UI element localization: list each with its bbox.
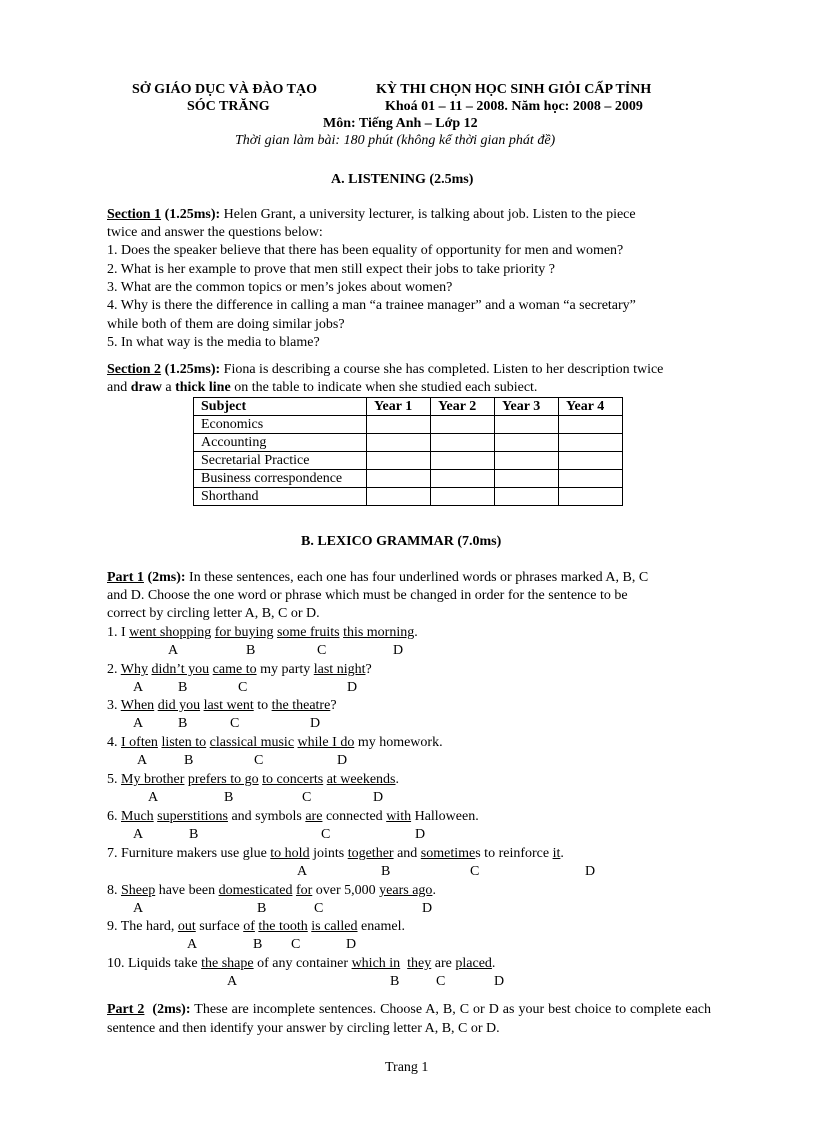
option-letter-b[interactable]: B: [257, 901, 267, 916]
underlined-option: My brother: [121, 772, 185, 787]
table-year-cell[interactable]: [367, 434, 431, 452]
exam-title: KỲ THI CHỌN HỌC SINH GIỎI CẤP TỈNH: [376, 82, 652, 97]
part1-intro: [107, 569, 648, 587]
section2-intro: [107, 361, 663, 379]
option-letter-c[interactable]: C: [238, 680, 248, 695]
part2-intro: [107, 1000, 711, 1038]
table-year-cell[interactable]: [559, 416, 623, 434]
table-year-cell[interactable]: [559, 434, 623, 452]
option-letter-a[interactable]: A: [227, 974, 238, 989]
part1-intro-cont: correct by circling letter A, B, C or D.: [107, 606, 320, 621]
table-year-cell[interactable]: [559, 488, 623, 506]
dept-line2: SÓC TRĂNG: [187, 99, 270, 114]
option-letter-d[interactable]: D: [337, 753, 348, 768]
table-year-cell[interactable]: [495, 416, 559, 434]
underlined-option: came to: [212, 662, 257, 677]
option-letter-a[interactable]: A: [133, 680, 144, 695]
option-letter-c[interactable]: C: [321, 827, 331, 842]
table-row: [194, 416, 623, 434]
option-letter-d[interactable]: D: [393, 643, 404, 658]
underlined-option: Sheep: [121, 883, 156, 898]
section1-question: 4. Why is there the difference in calling a man “a trainee manager” and a woman “a secretary”: [107, 298, 636, 313]
option-letter-b[interactable]: B: [189, 827, 199, 842]
question-6: 6. Much superstitions and symbols are connected with Halloween.: [107, 809, 479, 824]
section1-question: 2. What is her example to prove that men still expect their jobs to take priority ?: [107, 262, 556, 277]
underlined-option: didn’t you: [151, 662, 210, 677]
option-letter-d[interactable]: D: [373, 790, 384, 805]
option-letter-a[interactable]: A: [133, 716, 144, 731]
part2-marks: (2ms):: [152, 1002, 191, 1017]
question-5: 5. My brother prefers to go to concerts at weekends.: [107, 772, 399, 787]
underlined-option: for buying: [214, 625, 274, 640]
section2-label: Section 2: [107, 362, 162, 377]
table-header-subject: Subject: [194, 398, 367, 416]
table-subject-cell: Accounting: [194, 434, 367, 452]
section1-question: while both of them are doing similar jobs?: [107, 317, 345, 332]
table-year-cell[interactable]: [559, 452, 623, 470]
underlined-option: Much: [121, 809, 154, 824]
section2-intro-text: Fiona is describing a course she has completed. Listen to her description twice: [223, 362, 664, 377]
option-letter-b[interactable]: B: [390, 974, 400, 989]
section1-question: 5. In what way is the media to blame?: [107, 335, 320, 350]
underlined-option: of: [243, 919, 255, 934]
underlined-option: at weekends: [326, 772, 396, 787]
underlined-option: it: [552, 846, 561, 861]
part1-label: Part 1: [107, 570, 144, 585]
option-letter-d[interactable]: D: [494, 974, 505, 989]
underlined-option: sometime: [420, 846, 476, 861]
table-year-cell[interactable]: [367, 416, 431, 434]
option-letter-a[interactable]: A: [168, 643, 179, 658]
underlined-option: superstitions: [157, 809, 228, 824]
section1-marks: (1.25ms):: [164, 207, 221, 222]
underlined-option: classical music: [209, 735, 295, 750]
word-thick-line: thick line: [175, 380, 231, 395]
underlined-option: did you: [157, 698, 201, 713]
question-8: 8. Sheep have been domesticated for over 5,000 years ago.: [107, 883, 436, 898]
underlined-option: When: [120, 698, 155, 713]
subject-year-table: [193, 397, 623, 506]
word-a: a: [165, 380, 172, 395]
table-year-cell[interactable]: [495, 434, 559, 452]
table-year-cell[interactable]: [431, 434, 495, 452]
table-header-year: Year 4: [559, 398, 623, 416]
part2-label: Part 2: [107, 1002, 145, 1017]
table-header-year: Year 3: [495, 398, 559, 416]
question-1: 1. I went shopping for buying some fruits this morning.: [107, 625, 418, 640]
option-letter-b[interactable]: B: [381, 864, 391, 879]
table-year-cell[interactable]: [431, 470, 495, 488]
dept-line1: SỞ GIÁO DỤC VÀ ĐÀO TẠO: [132, 82, 318, 97]
option-letter-d[interactable]: D: [422, 901, 433, 916]
option-letter-b[interactable]: B: [246, 643, 256, 658]
part1-intro-cont: and D. Choose the one word or phrase which must be changed in order for the sentence to be: [107, 588, 628, 603]
word-draw: draw: [130, 380, 162, 395]
option-letter-c[interactable]: C: [436, 974, 446, 989]
option-letter-d[interactable]: D: [415, 827, 426, 842]
underlined-option: while I do: [297, 735, 355, 750]
part1-marks: (2ms):: [147, 570, 186, 585]
underlined-option: with: [386, 809, 412, 824]
question-10: 10. Liquids take the shape of any container which in they are placed.: [107, 956, 496, 971]
option-letter-c[interactable]: C: [314, 901, 324, 916]
table-year-cell[interactable]: [495, 452, 559, 470]
underlined-option: to concerts: [262, 772, 324, 787]
option-letter-b[interactable]: B: [178, 716, 188, 731]
option-letter-d[interactable]: D: [347, 680, 358, 695]
question-7: 7. Furniture makers use glue to hold joints together and sometimes to reinforce it.: [107, 846, 564, 861]
table-header-row: [194, 398, 623, 416]
table-row: [194, 434, 623, 452]
underlined-option: I often: [121, 735, 158, 750]
underlined-option: together: [347, 846, 394, 861]
table-row: [194, 470, 623, 488]
grammar-heading: B. LEXICO GRAMMAR (7.0ms): [301, 534, 502, 549]
question-2: 2. Why didn’t you came to my party last night?: [107, 662, 372, 677]
table-header-year: Year 2: [431, 398, 495, 416]
option-letter-a[interactable]: A: [297, 864, 308, 879]
underlined-option: domesticated: [218, 883, 293, 898]
table-row: [194, 452, 623, 470]
table-year-cell[interactable]: [367, 488, 431, 506]
option-letter-b[interactable]: B: [253, 937, 263, 952]
table-subject-cell: Shorthand: [194, 488, 367, 506]
option-letter-a[interactable]: A: [148, 790, 159, 805]
section1-question: 3. What are the common topics or men’s jokes about women?: [107, 280, 453, 295]
option-letter-c[interactable]: C: [302, 790, 312, 805]
underlined-option: they: [407, 956, 432, 971]
word-and: and: [107, 380, 128, 395]
option-letter-c[interactable]: C: [291, 937, 301, 952]
underlined-option: placed: [455, 956, 492, 971]
underlined-option: last night: [313, 662, 366, 677]
question-4: 4. I often listen to classical music while I do my homework.: [107, 735, 443, 750]
table-year-cell[interactable]: [367, 452, 431, 470]
underlined-option: the theatre: [271, 698, 331, 713]
option-letter-d[interactable]: D: [310, 716, 321, 731]
underlined-option: which in: [351, 956, 401, 971]
underlined-option: some fruits: [276, 625, 340, 640]
option-letter-a[interactable]: A: [133, 901, 144, 916]
table-subject-cell: Business correspondence: [194, 470, 367, 488]
underlined-option: out: [177, 919, 196, 934]
table-year-cell[interactable]: [495, 470, 559, 488]
option-letter-b[interactable]: B: [178, 680, 188, 695]
underlined-option: prefers to go: [187, 772, 259, 787]
section2-marks: (1.25ms):: [164, 362, 221, 377]
underlined-option: listen to: [161, 735, 207, 750]
table-year-cell[interactable]: [495, 488, 559, 506]
section1-intro-text: Helen Grant, a university lecturer, is talking about job. Listen to the piece: [223, 207, 636, 222]
table-year-cell[interactable]: [559, 470, 623, 488]
section1-intro: [107, 206, 636, 224]
table-year-cell[interactable]: [431, 452, 495, 470]
part2-intro-text: These are incomplete sentences. Choose A, B, C or D as your best choice to complete each sentence and then identify your answer by circling letter A, B, C or D.: [107, 1002, 711, 1036]
underlined-option: is called: [311, 919, 358, 934]
underlined-option: went shopping: [129, 625, 212, 640]
section2-intro-cont: [107, 379, 537, 397]
table-row: [194, 488, 623, 506]
exam-session: Khoá 01 – 11 – 2008. Năm học: 2008 – 2009: [385, 99, 643, 114]
table-year-cell[interactable]: [431, 416, 495, 434]
part1-intro-text: In these sentences, each one has four underlined words or phrases marked A, B, C: [189, 570, 649, 585]
option-letter-d[interactable]: D: [346, 937, 357, 952]
option-letter-c[interactable]: C: [230, 716, 240, 731]
section1-question: 1. Does the speaker believe that there has been equality of opportunity for men and women?: [107, 243, 624, 258]
underlined-option: for: [295, 883, 313, 898]
underlined-option: are: [305, 809, 323, 824]
option-letter-c[interactable]: C: [317, 643, 327, 658]
option-letter-a[interactable]: A: [187, 937, 198, 952]
table-subject-cell: Economics: [194, 416, 367, 434]
option-letter-a[interactable]: A: [137, 753, 148, 768]
page-number: Trang 1: [385, 1060, 429, 1075]
underlined-option: to hold: [270, 846, 310, 861]
underlined-option: the tooth: [258, 919, 308, 934]
section1-intro-cont: twice and answer the questions below:: [107, 225, 323, 240]
section2-intro-rest: on the table to indicate when she studied each subiect.: [234, 380, 538, 395]
question-3: 3. When did you last went to the theatre?: [107, 698, 337, 713]
exam-time: Thời gian làm bài: 180 phút (không kể thời gian phát đề): [235, 133, 556, 148]
option-letter-d[interactable]: D: [585, 864, 596, 879]
underlined-option: the shape: [201, 956, 254, 971]
underlined-option: years ago: [379, 883, 433, 898]
question-9: 9. The hard, out surface of the tooth is called enamel.: [107, 919, 405, 934]
table-subject-cell: Secretarial Practice: [194, 452, 367, 470]
option-letter-c[interactable]: C: [254, 753, 264, 768]
option-letter-b[interactable]: B: [224, 790, 234, 805]
table-year-cell[interactable]: [367, 470, 431, 488]
section1-label: Section 1: [107, 207, 162, 222]
underlined-option: last went: [203, 698, 254, 713]
option-letter-b[interactable]: B: [184, 753, 194, 768]
option-letter-a[interactable]: A: [133, 827, 144, 842]
underlined-option: this morning: [343, 625, 415, 640]
table-year-cell[interactable]: [431, 488, 495, 506]
underlined-option: Why: [120, 662, 148, 677]
listening-heading: A. LISTENING (2.5ms): [331, 172, 474, 187]
table-header-year: Year 1: [367, 398, 431, 416]
exam-subject: Môn: Tiếng Anh – Lớp 12: [323, 116, 478, 131]
option-letter-c[interactable]: C: [470, 864, 480, 879]
